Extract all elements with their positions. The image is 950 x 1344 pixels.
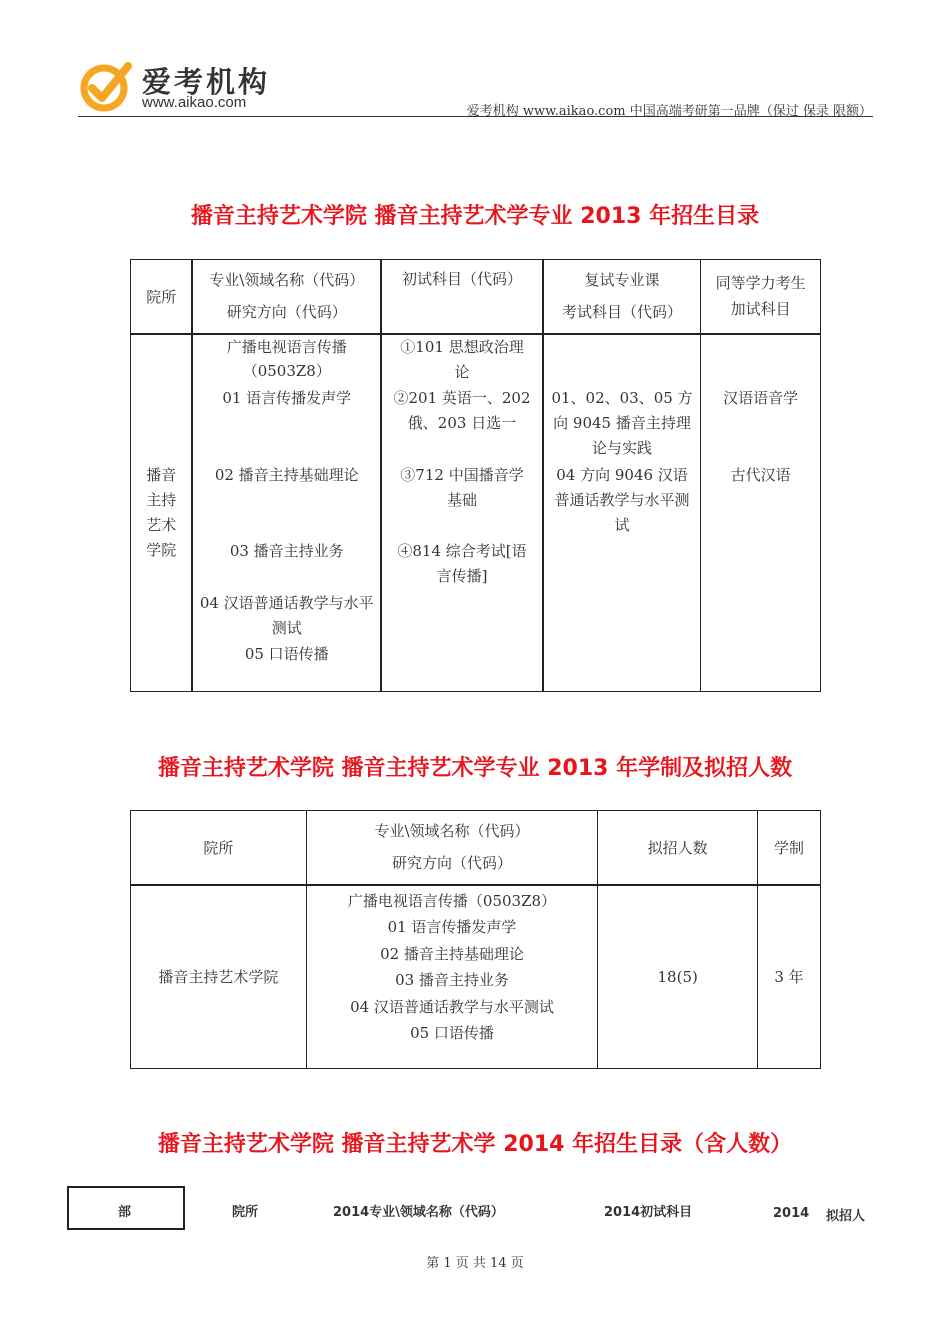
header-exam: 初试科目（代码）: [381, 260, 543, 334]
header-retest: [543, 260, 701, 334]
direction-1: 01 语言传播发声学: [387, 918, 517, 936]
header-extra-line2: 加试科目: [730, 300, 791, 319]
table-header-row: [131, 811, 821, 885]
exam-broadcasting: ③712 中国播音学基础: [400, 465, 524, 509]
school-line: 学院: [146, 540, 177, 559]
header-quota: 拟招人数: [598, 811, 758, 885]
school-line: 主持: [146, 490, 177, 509]
header-quota-2014: 拟招人: [826, 1209, 866, 1224]
header-major-line1: 专业\领域名称（代码）: [374, 822, 530, 841]
cell-retest: [543, 334, 701, 692]
direction-1: 01 语言传播发声学: [222, 388, 352, 407]
logo-check-icon: [78, 58, 134, 114]
header-retest-line2: 考试科目（代码）: [562, 303, 683, 322]
header-retest-line1: 复试专业课: [584, 271, 660, 290]
header-school: 院所: [232, 1205, 259, 1220]
admission-catalog-table-2013: [130, 259, 821, 692]
header-duration: 学制: [758, 811, 821, 885]
header-major-line2: 研究方向（代码）: [391, 854, 512, 873]
direction-2: 02 播音主持基础理论: [214, 465, 359, 484]
header-major: [192, 260, 381, 334]
cell-quota: 18(5): [598, 885, 758, 1069]
extra-subject-1: 汉语语音学: [723, 388, 799, 407]
table-header-row: [131, 260, 821, 334]
header-slogan: 爱考机构 www.aikao.com 中国高端考研第一品牌（保过 保录 限额）: [466, 104, 872, 119]
header-major-2014: 2014专业\领域名称（代码）: [333, 1205, 504, 1220]
section2-title: 播音主持艺术学院 播音主持艺术学专业 2013 年学制及拟招人数: [157, 756, 793, 781]
cell-extra: [701, 334, 821, 692]
section3-title: 播音主持艺术学院 播音主持艺术学 2014 年招生目录（含人数）: [157, 1132, 793, 1157]
direction-5: 05 口语传播: [244, 644, 329, 663]
direction-4: 04 汉语普通话教学与水平测试: [199, 593, 374, 637]
direction-3: 03 播音主持业务: [395, 971, 509, 989]
school-line: 播音: [146, 465, 177, 484]
major-name: 广播电视语言传播（0503Z8）: [347, 891, 557, 910]
extra-subject-2: 古代汉语: [730, 465, 791, 484]
header-school: 院所: [131, 811, 307, 885]
exam-foreign-language: ②201 英语一、202 俄、203 日选一: [393, 388, 531, 432]
retest-subject-2: 04 方向 9046 汉语普通话教学与水平测试: [554, 465, 690, 534]
cell-major: [192, 334, 381, 692]
school-line: 艺术: [146, 515, 177, 534]
retest-subject-1: 01、02、03、05 方向 9045 播音主持理论与实践: [551, 388, 693, 457]
major-code: （0503Z8）: [242, 361, 331, 380]
direction-5: 05 口语传播: [410, 1024, 494, 1042]
header-school: 院所: [131, 260, 193, 334]
section1-title: 播音主持艺术学院 播音主持艺术学专业 2013 年招生目录: [190, 204, 760, 229]
header-major-line1: 专业\领域名称（代码）: [209, 271, 365, 290]
header-exam-2014: 2014初试科目: [604, 1205, 693, 1220]
cell-school: [131, 334, 193, 692]
direction-3: 03 播音主持业务: [229, 541, 344, 560]
header-divider: [78, 116, 873, 117]
cell-duration: 3 年: [758, 885, 821, 1069]
header-extra-line1: 同等学力考生: [715, 274, 806, 293]
logo-url: www.aikao.com: [142, 94, 247, 111]
logo-name: 爱考机构: [142, 65, 271, 99]
table-row: [131, 334, 821, 692]
direction-4: 04 汉语普通话教学与水平测试: [350, 997, 554, 1016]
exam-comprehensive: ④814 综合考试[语言传播]: [397, 541, 527, 585]
quota-table-2013: [130, 810, 821, 1069]
major-name: 广播电视语言传播: [226, 337, 347, 356]
page-number: 第 1 页 共 14 页: [426, 1256, 524, 1271]
header-extra: [701, 260, 821, 334]
cell-school: 播音主持艺术学院: [131, 885, 307, 1069]
header-year-2014: 2014: [773, 1206, 810, 1221]
header-bu: 部: [118, 1205, 132, 1220]
header-major-line2: 研究方向（代码）: [226, 303, 347, 322]
cell-exam: [381, 334, 543, 692]
cell-major: [306, 885, 598, 1069]
table-row: [131, 885, 821, 1069]
exam-politics: ①101 思想政治理论: [400, 337, 524, 381]
header-major: [306, 811, 598, 885]
direction-2: 02 播音主持基础理论: [380, 944, 524, 963]
